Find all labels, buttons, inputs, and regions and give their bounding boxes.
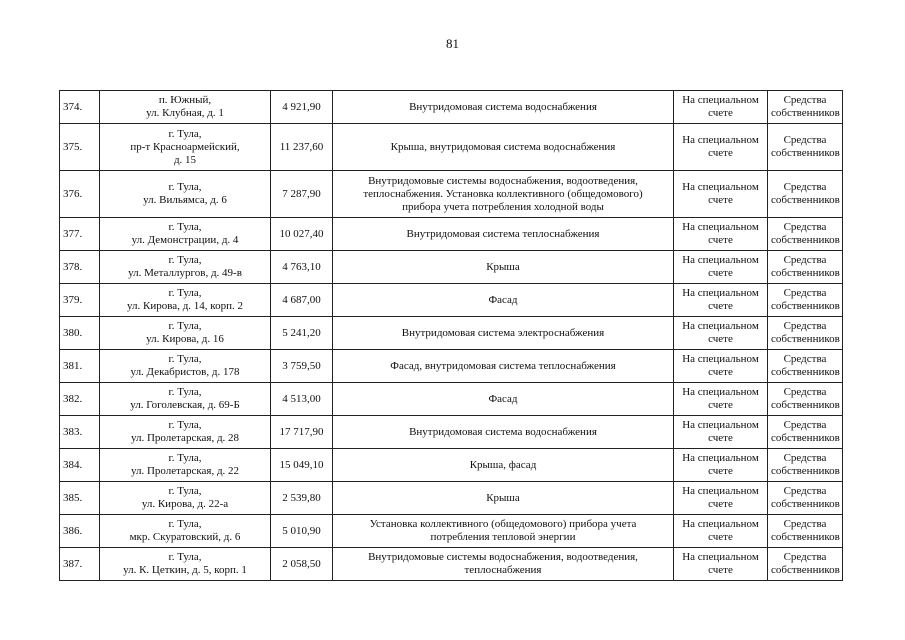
funding-method-line: На специальном [682, 320, 759, 332]
address-line: ул. Металлургов, д. 49-в [128, 267, 242, 279]
funding-method-line: счете [708, 399, 733, 411]
funding-source-line: Средства [783, 485, 827, 497]
table-row [60, 515, 843, 548]
funding-source-line: собственников [771, 498, 840, 510]
address-line: ул. Пролетарская, д. 28 [130, 432, 240, 444]
funding-method-cell [674, 284, 768, 317]
works-line: Внутридомовая система водоснабжения [409, 100, 597, 113]
address-cell [100, 515, 271, 548]
row-number-cell: 375. [60, 124, 100, 171]
table-row [60, 416, 843, 449]
works-line: Крыша [486, 260, 520, 273]
works-line: Внутридомовая система электроснабжения [401, 326, 605, 339]
table-row [60, 383, 843, 416]
funding-source-cell [768, 251, 843, 284]
works-cell [333, 218, 674, 251]
table-row [60, 317, 843, 350]
cost-cell: 4 687,00 [271, 284, 333, 317]
address-line: г. Тула, [168, 353, 202, 365]
cost-cell: 17 717,90 [271, 416, 333, 449]
works-cell [333, 548, 674, 581]
funding-method-line: На специальном [682, 419, 759, 431]
address-line: ул. К. Цеткин, д. 5, корп. 1 [123, 564, 247, 576]
row-number-cell: 378. [60, 251, 100, 284]
cost-cell: 5 010,90 [271, 515, 333, 548]
works-line: Фасад [488, 392, 518, 405]
funding-source-line: собственников [771, 107, 840, 119]
funding-method-cell [674, 218, 768, 251]
works-line: Внутридомовая система водоснабжения [409, 425, 597, 438]
address-line: г. Тула, [168, 181, 202, 193]
row-number-cell: 387. [60, 548, 100, 581]
funding-source-cell [768, 350, 843, 383]
works-cell [333, 383, 674, 416]
funding-method-line: На специальном [682, 386, 759, 398]
funding-source-line: Средства [783, 287, 827, 299]
address-cell [100, 171, 271, 218]
funding-source-cell [768, 218, 843, 251]
funding-method-cell [674, 515, 768, 548]
funding-method-cell [674, 251, 768, 284]
funding-method-line: счете [708, 498, 733, 510]
works-line: Внутридомовые системы водоснабжения, водоотведения, [368, 174, 638, 187]
funding-source-cell [768, 91, 843, 124]
works-line: теплоснабжения [464, 564, 542, 576]
funding-method-line: счете [708, 300, 733, 312]
works-line: Крыша, внутридомовая система водоснабжения [390, 140, 616, 153]
cost-cell: 5 241,20 [271, 317, 333, 350]
address-line: г. Тула, [168, 320, 202, 332]
works-cell [333, 284, 674, 317]
address-line: ул. Кирова, д. 16 [146, 333, 224, 345]
address-line: ул. Клубная, д. 1 [146, 107, 224, 119]
funding-method-line: На специальном [682, 221, 759, 233]
funding-method-line: счете [708, 147, 733, 159]
funding-method-cell [674, 317, 768, 350]
table-row [60, 91, 843, 124]
cost-cell: 15 049,10 [271, 449, 333, 482]
table-row [60, 124, 843, 171]
funding-method-cell [674, 91, 768, 124]
address-cell [100, 284, 271, 317]
funding-source-cell [768, 548, 843, 581]
works-cell [333, 251, 674, 284]
address-cell [100, 416, 271, 449]
address-cell [100, 124, 271, 171]
funding-source-line: Средства [783, 419, 827, 431]
funding-source-line: собственников [771, 399, 840, 411]
address-line: г. Тула, [168, 452, 202, 464]
funding-method-line: На специальном [682, 485, 759, 497]
funding-method-line: На специальном [682, 452, 759, 464]
funding-source-line: Средства [783, 518, 827, 530]
funding-source-cell [768, 482, 843, 515]
cost-cell: 11 237,60 [271, 124, 333, 171]
address-cell [100, 482, 271, 515]
funding-source-line: собственников [771, 333, 840, 345]
funding-method-line: счете [708, 194, 733, 206]
address-cell [100, 383, 271, 416]
funding-method-line: На специальном [682, 94, 759, 106]
funding-method-line: счете [708, 267, 733, 279]
row-number-cell: 379. [60, 284, 100, 317]
works-line: Внутридомовые системы водоснабжения, водоотведения, [368, 551, 638, 563]
funding-method-line: На специальном [682, 353, 759, 365]
works-line: Установка коллективного (общедомового) прибора учета [369, 518, 637, 530]
funding-method-cell [674, 449, 768, 482]
page-number: 81 [446, 36, 459, 51]
table-row [60, 548, 843, 581]
funding-method-line: На специальном [682, 254, 759, 266]
registry-table [59, 90, 843, 581]
funding-method-cell [674, 548, 768, 581]
table-row [60, 482, 843, 515]
funding-source-cell [768, 449, 843, 482]
address-line: ул. Пролетарская, д. 22 [130, 465, 240, 477]
funding-source-line: Средства [783, 551, 827, 563]
funding-source-cell [768, 515, 843, 548]
funding-source-cell [768, 124, 843, 171]
address-line: ул. Гоголевская, д. 69-Б [130, 399, 240, 411]
address-line: г. Тула, [168, 551, 202, 563]
funding-method-line: На специальном [682, 551, 759, 563]
cost-cell: 10 027,40 [271, 218, 333, 251]
funding-source-line: собственников [771, 300, 840, 312]
row-number-cell: 381. [60, 350, 100, 383]
funding-source-cell [768, 171, 843, 218]
address-line: пр-т Красноармейский, [130, 140, 240, 153]
funding-method-line: счете [708, 107, 733, 119]
address-line: г. Тула, [168, 221, 202, 233]
row-number-cell: 386. [60, 515, 100, 548]
address-line: г. Тула, [168, 419, 202, 431]
funding-source-cell [768, 383, 843, 416]
funding-source-line: Средства [783, 452, 827, 464]
funding-source-cell [768, 317, 843, 350]
works-line: Крыша, фасад [469, 458, 537, 471]
table-row [60, 171, 843, 218]
funding-source-line: собственников [771, 366, 840, 378]
address-line: п. Южный, [158, 94, 212, 106]
works-cell [333, 482, 674, 515]
funding-method-cell [674, 171, 768, 218]
address-cell [100, 350, 271, 383]
funding-source-line: собственников [771, 564, 840, 576]
funding-source-line: Средства [783, 320, 827, 332]
address-line: г. Тула, [168, 254, 202, 266]
row-number-cell: 374. [60, 91, 100, 124]
funding-source-line: Средства [783, 134, 827, 146]
cost-cell: 4 513,00 [271, 383, 333, 416]
funding-method-line: счете [708, 531, 733, 543]
address-cell [100, 317, 271, 350]
funding-method-cell [674, 350, 768, 383]
address-line: г. Тула, [168, 485, 202, 497]
funding-source-line: собственников [771, 194, 840, 206]
works-cell [333, 91, 674, 124]
row-number-cell: 383. [60, 416, 100, 449]
row-number-cell: 384. [60, 449, 100, 482]
funding-source-line: Средства [783, 221, 827, 233]
funding-method-line: счете [708, 234, 733, 246]
address-line: д. 15 [173, 153, 197, 166]
address-cell [100, 91, 271, 124]
address-line: г. Тула, [168, 287, 202, 299]
funding-method-cell [674, 383, 768, 416]
works-cell [333, 416, 674, 449]
row-number-cell: 376. [60, 171, 100, 218]
works-cell [333, 515, 674, 548]
works-cell [333, 124, 674, 171]
registry-table-body [60, 91, 843, 581]
cost-cell: 7 287,90 [271, 171, 333, 218]
funding-method-line: счете [708, 465, 733, 477]
works-line: Фасад, внутридомовая система теплоснабжения [390, 359, 616, 372]
table-row [60, 449, 843, 482]
address-cell [100, 449, 271, 482]
funding-source-line: Средства [783, 181, 827, 193]
address-line: ул. Кирова, д. 22-а [141, 498, 229, 510]
works-cell [333, 350, 674, 383]
works-line: теплоснабжения. Установка коллективного (общедомового) [363, 187, 643, 200]
row-number-cell: 380. [60, 317, 100, 350]
funding-method-line: На специальном [682, 134, 759, 146]
funding-method-line: На специальном [682, 181, 759, 193]
funding-method-line: счете [708, 432, 733, 444]
address-line: ул. Демонстрации, д. 4 [131, 234, 239, 246]
row-number-cell: 377. [60, 218, 100, 251]
address-line: мкр. Скуратовский, д. 6 [129, 531, 241, 543]
funding-method-cell [674, 124, 768, 171]
funding-source-line: Средства [783, 94, 827, 106]
cost-cell: 4 763,10 [271, 251, 333, 284]
table-row [60, 284, 843, 317]
funding-source-cell [768, 416, 843, 449]
funding-source-line: Средства [783, 254, 827, 266]
address-line: ул. Вильямса, д. 6 [143, 194, 227, 206]
funding-method-line: счете [708, 366, 733, 378]
works-cell [333, 449, 674, 482]
address-cell [100, 251, 271, 284]
funding-method-line: счете [708, 564, 733, 576]
funding-source-line: собственников [771, 432, 840, 444]
address-line: ул. Кирова, д. 14, корп. 2 [127, 300, 243, 312]
address-line: г. Тула, [168, 127, 202, 140]
funding-method-cell [674, 416, 768, 449]
funding-method-line: На специальном [682, 287, 759, 299]
funding-source-line: собственников [771, 234, 840, 246]
funding-method-cell [674, 482, 768, 515]
funding-source-line: собственников [771, 531, 840, 543]
funding-method-line: На специальном [682, 518, 759, 530]
funding-source-line: Средства [783, 386, 827, 398]
works-line: Фасад [488, 293, 518, 306]
funding-source-cell [768, 284, 843, 317]
address-line: г. Тула, [168, 386, 202, 398]
works-line: прибора учета потребления холодной воды [402, 200, 604, 213]
funding-source-line: Средства [783, 353, 827, 365]
works-line: Внутридомовая система теплоснабжения [406, 227, 600, 240]
funding-source-line: собственников [771, 465, 840, 477]
funding-method-line: счете [708, 333, 733, 345]
address-line: ул. Декабристов, д. 178 [130, 366, 240, 378]
funding-source-line: собственников [771, 267, 840, 279]
funding-source-line: собственников [771, 147, 840, 159]
table-row [60, 251, 843, 284]
cost-cell: 3 759,50 [271, 350, 333, 383]
row-number-cell: 385. [60, 482, 100, 515]
cost-cell: 2 058,50 [271, 548, 333, 581]
works-line: Крыша [486, 491, 520, 504]
row-number-cell: 382. [60, 383, 100, 416]
works-cell [333, 317, 674, 350]
address-line: г. Тула, [168, 518, 202, 530]
address-cell [100, 218, 271, 251]
address-cell [100, 548, 271, 581]
table-row [60, 218, 843, 251]
cost-cell: 4 921,90 [271, 91, 333, 124]
works-line: потребления тепловой энергии [430, 531, 576, 543]
works-cell [333, 171, 674, 218]
table-row [60, 350, 843, 383]
cost-cell: 2 539,80 [271, 482, 333, 515]
